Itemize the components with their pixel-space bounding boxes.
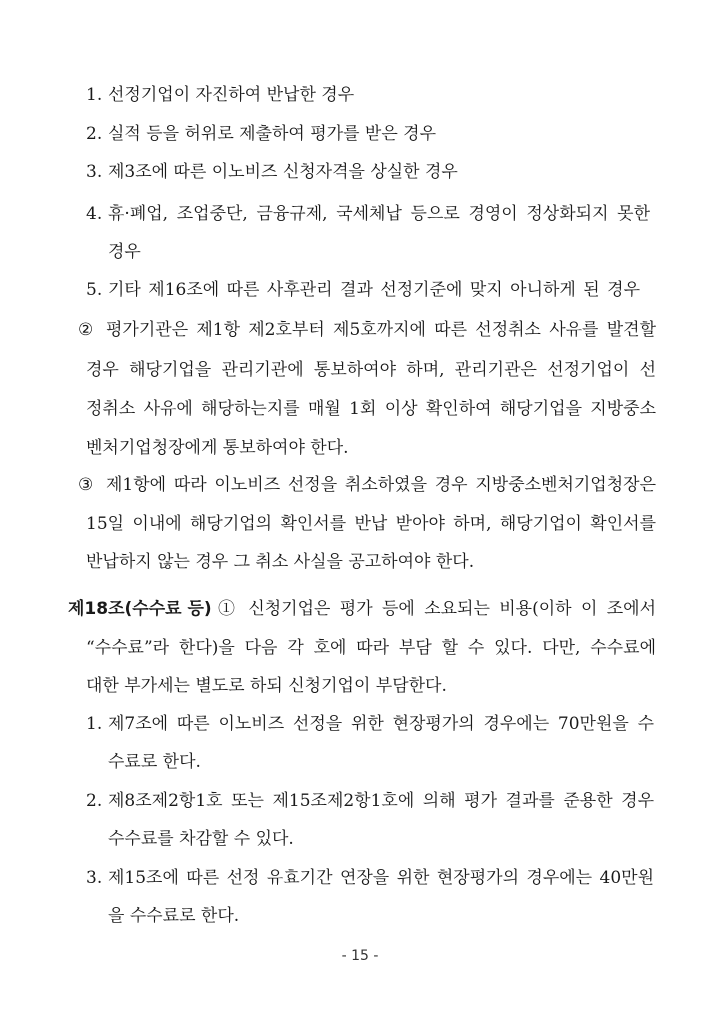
item-text: 선정기업이 자진하여 반납한 경우 bbox=[108, 85, 355, 105]
paragraph-line: 제1항에 따라 이노비즈 선정을 취소하였을 경우 지방중소벤처기업청장은 bbox=[106, 475, 656, 495]
item-number: 1. bbox=[86, 714, 103, 734]
item-number: 2. bbox=[86, 124, 103, 144]
item-text: 제7조에 따른 이노비즈 선정을 위한 현장평가의 경우에는 70만원을 수 bbox=[108, 714, 654, 734]
item-number: 3. bbox=[86, 868, 103, 888]
item-text-continued: 수수료를 차감할 수 있다. bbox=[108, 829, 294, 849]
item-number: 2. bbox=[86, 791, 103, 811]
item-number: 4. bbox=[86, 204, 103, 224]
paragraph-marker: ② bbox=[78, 320, 94, 340]
item-text: 실적 등을 허위로 제출하여 평가를 받은 경우 bbox=[108, 124, 437, 144]
paragraph-line: 정취소 사유에 해당하는지를 매월 1회 이상 확인하여 해당기업을 지방중소 bbox=[86, 399, 656, 419]
item-text-continued: 경우 bbox=[108, 242, 141, 262]
paragraph-line: 벤처기업청장에게 통보하여야 한다. bbox=[86, 438, 349, 458]
item-text: 기타 제16조에 따른 사후관리 결과 선정기준에 맞지 아니하게 된 경우 bbox=[108, 280, 640, 300]
item-number: 5. bbox=[86, 280, 103, 300]
page-number: - 15 - bbox=[341, 948, 379, 964]
item-text: 제15조에 따른 선정 유효기간 연장을 위한 현장평가의 경우에는 40만원 bbox=[108, 868, 654, 888]
paragraph-marker: ③ bbox=[78, 475, 94, 495]
item-text: 제3조에 따른 이노비즈 신청자격을 상실한 경우 bbox=[108, 162, 458, 182]
paragraph-line: 반납하지 않는 경우 그 취소 사실을 공고하여야 한다. bbox=[86, 552, 475, 572]
article-line: ① 신청기업은 평가 등에 소요되는 비용(이하 이 조에서 bbox=[218, 599, 656, 619]
paragraph-line: 경우 해당기업을 관리기관에 통보하여야 하며, 관리기관은 선정기업이 선 bbox=[86, 360, 656, 380]
paragraph-line: 15일 이내에 해당기업의 확인서를 반납 받아야 하며, 해당기업이 확인서를 bbox=[86, 514, 656, 534]
item-text: 휴·폐업, 조업중단, 금융규제, 국세체납 등으로 경영이 정상화되지 못한 bbox=[108, 204, 650, 224]
item-number: 1. bbox=[86, 85, 103, 105]
paragraph-line: 평가기관은 제1항 제2호부터 제5호까지에 따른 선정취소 사유를 발견할 bbox=[106, 320, 656, 340]
article-title: 제18조(수수료 등) bbox=[68, 599, 212, 619]
item-text-continued: 을 수수료로 한다. bbox=[108, 906, 240, 926]
item-text: 제8조제2항1호 또는 제15조제2항1호에 의해 평가 결과를 준용한 경우 bbox=[108, 791, 654, 811]
item-text-continued: 수료로 한다. bbox=[108, 752, 201, 772]
article-line: “수수료”라 한다)을 다음 각 호에 따라 부담 할 수 있다. 다만, 수수료에 bbox=[86, 638, 656, 658]
item-number: 3. bbox=[86, 162, 103, 182]
article-line: 대한 부가세는 별도로 하되 신청기업이 부담한다. bbox=[86, 676, 447, 696]
